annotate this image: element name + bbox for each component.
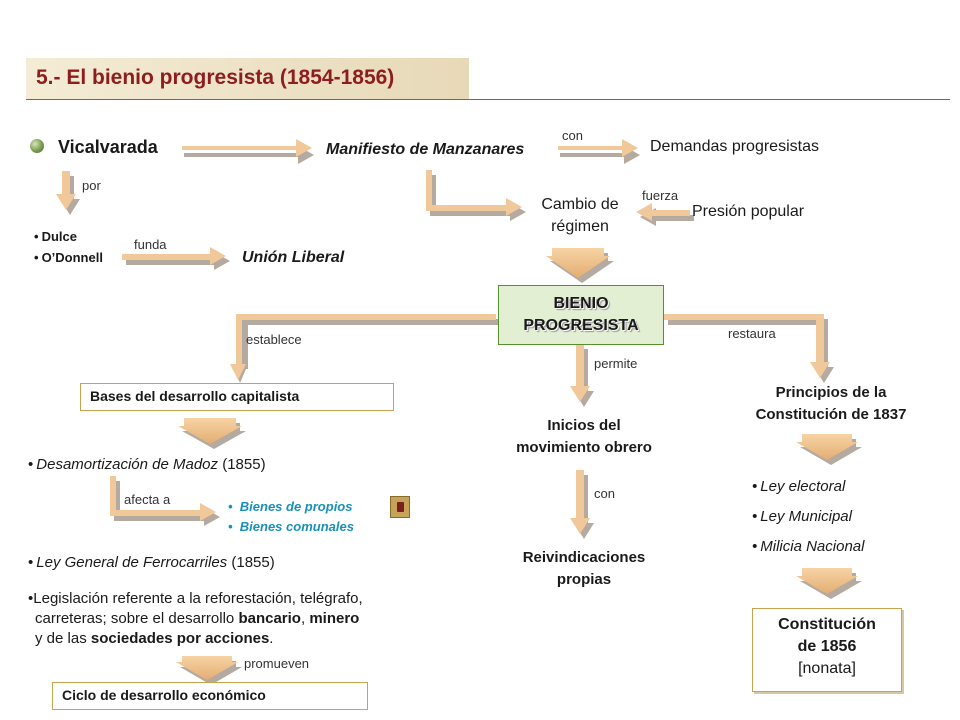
ferrocarriles-name: Ley General de Ferrocarriles xyxy=(36,554,228,571)
bienio-line1: BIENIO xyxy=(553,295,609,312)
legislacion-item xyxy=(28,589,363,649)
desamortizacion-year: (1855) xyxy=(218,456,266,473)
legislacion-line2 xyxy=(28,609,363,629)
legislacion-text-1: Legislación referente a la reforestación, telégrafo, xyxy=(33,590,363,607)
desamortizacion-name: Desamortización de Madoz xyxy=(36,456,219,473)
desamortizacion-item xyxy=(28,456,266,473)
constitucion-line1: Constitución xyxy=(778,616,876,633)
person-item: • Dulce xyxy=(34,229,77,244)
inicios-line2: movimiento obrero xyxy=(516,439,652,456)
law-item: • Ley Municipal xyxy=(752,508,852,525)
cambio-line1: Cambio de xyxy=(541,196,619,213)
permite-label: permite xyxy=(594,356,638,371)
bienes-item-label: Bienes de propios xyxy=(239,499,353,514)
por-label: por xyxy=(82,178,101,193)
con-top-label: con xyxy=(562,128,583,143)
arrow-cambio-bienio xyxy=(546,248,614,283)
promueven-label: promueven xyxy=(244,656,310,671)
document-icon[interactable] xyxy=(390,496,410,518)
arrow-vicalvarada-down xyxy=(56,171,80,215)
legislacion-sociedades: sociedades por acciones xyxy=(90,630,270,647)
restaura-label: restaura xyxy=(728,326,776,341)
arrow-promueven xyxy=(176,656,242,685)
con-middle-label: con xyxy=(594,486,615,501)
reivindicaciones-label xyxy=(494,547,674,591)
legislacion-line3 xyxy=(28,629,363,649)
legislacion-text-2c: , xyxy=(300,610,310,627)
inicios-label xyxy=(494,415,674,459)
arrow-establece xyxy=(230,314,500,383)
arrow-bases-down xyxy=(178,418,246,449)
arrow-inicios-reivindicaciones xyxy=(570,470,594,539)
demandas-label: Demandas progresistas xyxy=(650,138,819,155)
reivindicaciones-line2: propias xyxy=(556,571,612,588)
vicalvarada-label: Vicalvarada xyxy=(58,137,158,157)
presion-label: Presión popular xyxy=(692,203,805,220)
legislacion-text-3a: y de las xyxy=(35,630,91,647)
inicios-line1: Inicios del xyxy=(547,417,621,434)
cambio-line2: régimen xyxy=(551,218,609,235)
principios-label xyxy=(726,382,936,426)
bienio-line2: PROGRESISTA xyxy=(523,317,639,334)
person-item: • O’Donnell xyxy=(34,250,103,265)
principios-line2: Constitución de 1837 xyxy=(755,406,907,423)
arrow-principios-down xyxy=(796,434,862,465)
bienes-item-label: Bienes comunales xyxy=(239,519,354,534)
law-item: • Ley electoral xyxy=(752,478,845,495)
legislacion-bancario: bancario xyxy=(238,610,301,627)
ciclo-label: Ciclo de desarrollo económico xyxy=(62,687,266,703)
bullet-sphere-icon xyxy=(30,139,44,153)
arrow-permite xyxy=(570,344,594,407)
establece-label: establece xyxy=(246,332,302,347)
bases-label: Bases del desarrollo capitalista xyxy=(90,388,300,404)
bienes-item: • Bienes comunales xyxy=(228,519,354,534)
bienes-item: • Bienes de propios xyxy=(228,499,353,514)
page-title: 5.- El bienio progresista (1854-1856) xyxy=(36,66,395,89)
afecta-label: afecta a xyxy=(124,492,171,507)
legislacion-line1: •Legislación referente a la reforestación, telégrafo, xyxy=(28,590,363,607)
law-item: • Milicia Nacional xyxy=(752,538,864,555)
legislacion-minero: minero xyxy=(309,610,360,627)
bienio-title xyxy=(498,293,664,337)
arrow-presion-cambio xyxy=(636,203,694,226)
principios-line1: Principios de la xyxy=(775,384,887,401)
bienes-list xyxy=(228,497,354,537)
cambio-regimen-label xyxy=(528,194,632,238)
arrow-laws-constitucion xyxy=(796,568,862,599)
legislacion-text-3c: . xyxy=(269,630,274,647)
constitucion-line3: [nonata] xyxy=(798,660,856,677)
fuerza-label: fuerza xyxy=(642,188,679,203)
constitucion-line2: de 1856 xyxy=(797,638,857,655)
reivindicaciones-line1: Reivindicaciones xyxy=(522,549,646,566)
ferrocarriles-year: (1855) xyxy=(227,554,275,571)
constitucion-label xyxy=(752,614,902,680)
union-liberal-label: Unión Liberal xyxy=(242,249,345,266)
arrow-vicalvarada-manifiesto xyxy=(182,139,314,164)
legislacion-text-2a: carreteras; sobre el desarrollo xyxy=(35,610,239,627)
arrow-manifiesto-cambio xyxy=(426,170,526,221)
manifiesto-label: Manifiesto de Manzanares xyxy=(326,141,525,158)
ferrocarriles-item xyxy=(28,554,275,571)
funda-label: funda xyxy=(134,237,167,252)
arrow-restaura xyxy=(664,314,834,383)
